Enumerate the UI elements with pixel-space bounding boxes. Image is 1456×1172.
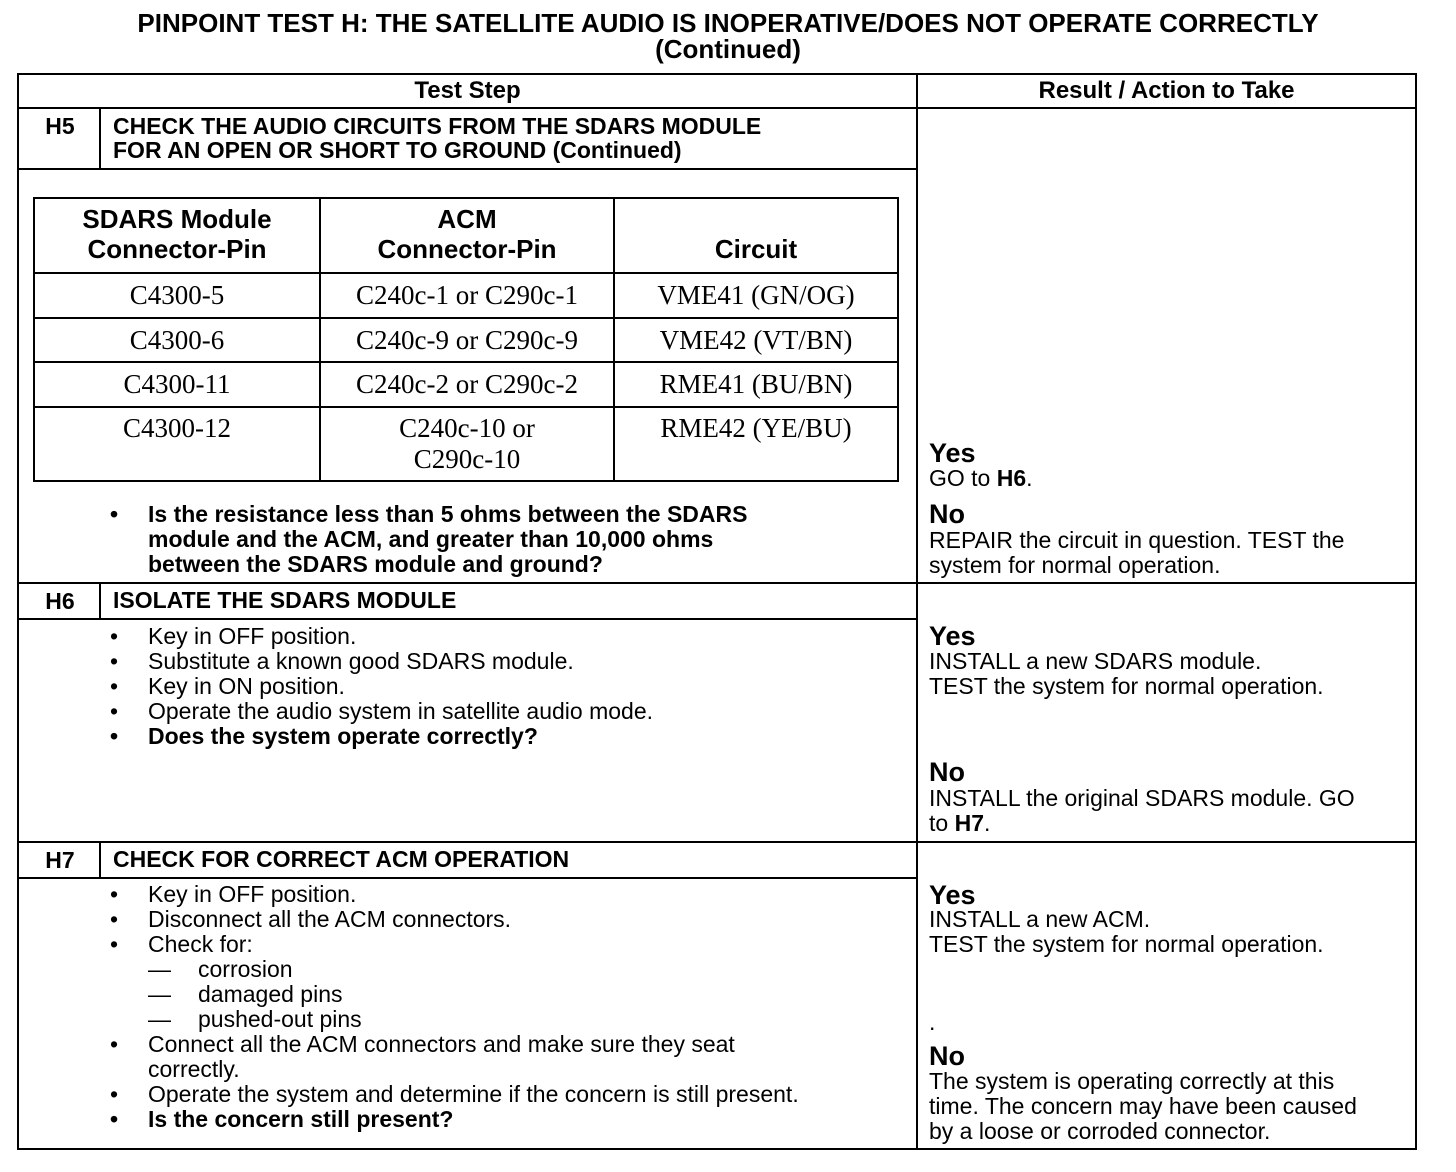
- col-header-sdars: SDARS Module Connector-Pin: [82, 204, 272, 264]
- h5-no-action: system for normal operation.: [929, 552, 1221, 578]
- h6-no-action: to H7.: [929, 810, 991, 836]
- column-divider: [916, 73, 918, 1150]
- cell-circuit: VME42 (VT/BN): [659, 325, 853, 355]
- cell-sdars-pin: C4300-11: [123, 369, 231, 399]
- h6-title-divider: [17, 618, 917, 620]
- bullet-icon: •: [110, 1106, 119, 1132]
- cell-acm-pin: C240c-2 or C290c-2: [356, 369, 578, 399]
- h7-yes-action: TEST the system for normal operation.: [929, 931, 1324, 957]
- step-title-h5: CHECK THE AUDIO CIRCUITS FROM THE SDARS MODULE FOR AN OPEN OR SHORT TO GROUND (Continued): [113, 113, 762, 163]
- h6-row-divider: [17, 582, 1417, 584]
- page-title: PINPOINT TEST H: THE SATELLITE AUDIO IS INOPERATIVE/DOES NOT OPERATE CORRECTLY: [137, 8, 1319, 38]
- stray-mark: .: [929, 1009, 936, 1035]
- bullet-icon: •: [110, 1031, 119, 1057]
- header-result: Result / Action to Take: [1038, 77, 1295, 104]
- h7-row-divider: [17, 841, 1417, 843]
- bullet-icon: •: [110, 931, 119, 957]
- bullet-icon: •: [110, 501, 119, 527]
- dash-icon: —: [148, 956, 171, 982]
- h5-title-divider: [17, 168, 917, 170]
- h7-no-action: The system is operating correctly at this: [929, 1068, 1335, 1094]
- cell-circuit: RME41 (BU/BN): [659, 369, 853, 399]
- header-test-step: Test Step: [414, 77, 521, 104]
- bullet-icon: •: [110, 906, 119, 932]
- step-id-h5: H5: [45, 113, 75, 139]
- step-title-h7: CHECK FOR CORRECT ACM OPERATION: [113, 846, 570, 872]
- h6-no-label: No: [929, 757, 965, 787]
- col-header-circuit: Circuit: [714, 234, 798, 264]
- bullet-icon: •: [110, 623, 119, 649]
- col-header-acm: ACM Connector-Pin: [377, 204, 557, 264]
- bullet-icon: •: [110, 881, 119, 907]
- step-title-h6: ISOLATE THE SDARS MODULE: [113, 587, 457, 613]
- h7-no-label: No: [929, 1041, 965, 1071]
- h7-no-action: by a loose or corroded connector.: [929, 1118, 1271, 1144]
- h6-yes-action: TEST the system for normal operation.: [929, 673, 1324, 699]
- cell-sdars-pin: C4300-12: [123, 413, 231, 443]
- cell-acm-pin: C240c-9 or C290c-9: [356, 325, 578, 355]
- h5-no-label: No: [929, 499, 965, 529]
- cell-circuit: RME42 (YE/BU): [660, 413, 852, 443]
- dash-icon: —: [148, 1006, 171, 1032]
- h5-yes-action: GO to H6.: [929, 465, 1033, 491]
- bullet-icon: •: [110, 698, 119, 724]
- h7-yes-action: INSTALL a new ACM.: [929, 906, 1151, 932]
- bullet-icon: •: [110, 673, 119, 699]
- bullet-icon: •: [110, 1081, 119, 1107]
- cell-acm-pin: C240c-1 or C290c-1: [356, 280, 578, 310]
- cell-circuit: VME41 (GN/OG): [657, 280, 855, 310]
- h7-yes-label: Yes: [929, 880, 976, 910]
- pin-circuit-table: [33, 197, 899, 482]
- header-divider: [17, 107, 1417, 109]
- h6-yes-label: Yes: [929, 621, 976, 651]
- dash-icon: —: [148, 981, 171, 1007]
- h7-title-divider: [17, 877, 917, 879]
- step-id-h6: H6: [45, 588, 75, 614]
- step-id-h7: H7: [45, 847, 75, 873]
- bullet-icon: •: [110, 648, 119, 674]
- page-subtitle: (Continued): [655, 34, 801, 64]
- h5-no-action: REPAIR the circuit in question. TEST the: [929, 527, 1345, 553]
- cell-sdars-pin: C4300-5: [129, 280, 225, 310]
- cell-acm-pin: C240c-10 or C290c-10: [399, 413, 535, 474]
- h7-no-action: time. The concern may have been caused: [929, 1093, 1357, 1119]
- h6-no-action: INSTALL the original SDARS module. GO: [929, 785, 1355, 811]
- bullet-icon: •: [110, 723, 119, 749]
- h5-yes-label: Yes: [929, 438, 976, 468]
- cell-sdars-pin: C4300-6: [129, 325, 225, 355]
- h6-yes-action: INSTALL a new SDARS module.: [929, 648, 1262, 674]
